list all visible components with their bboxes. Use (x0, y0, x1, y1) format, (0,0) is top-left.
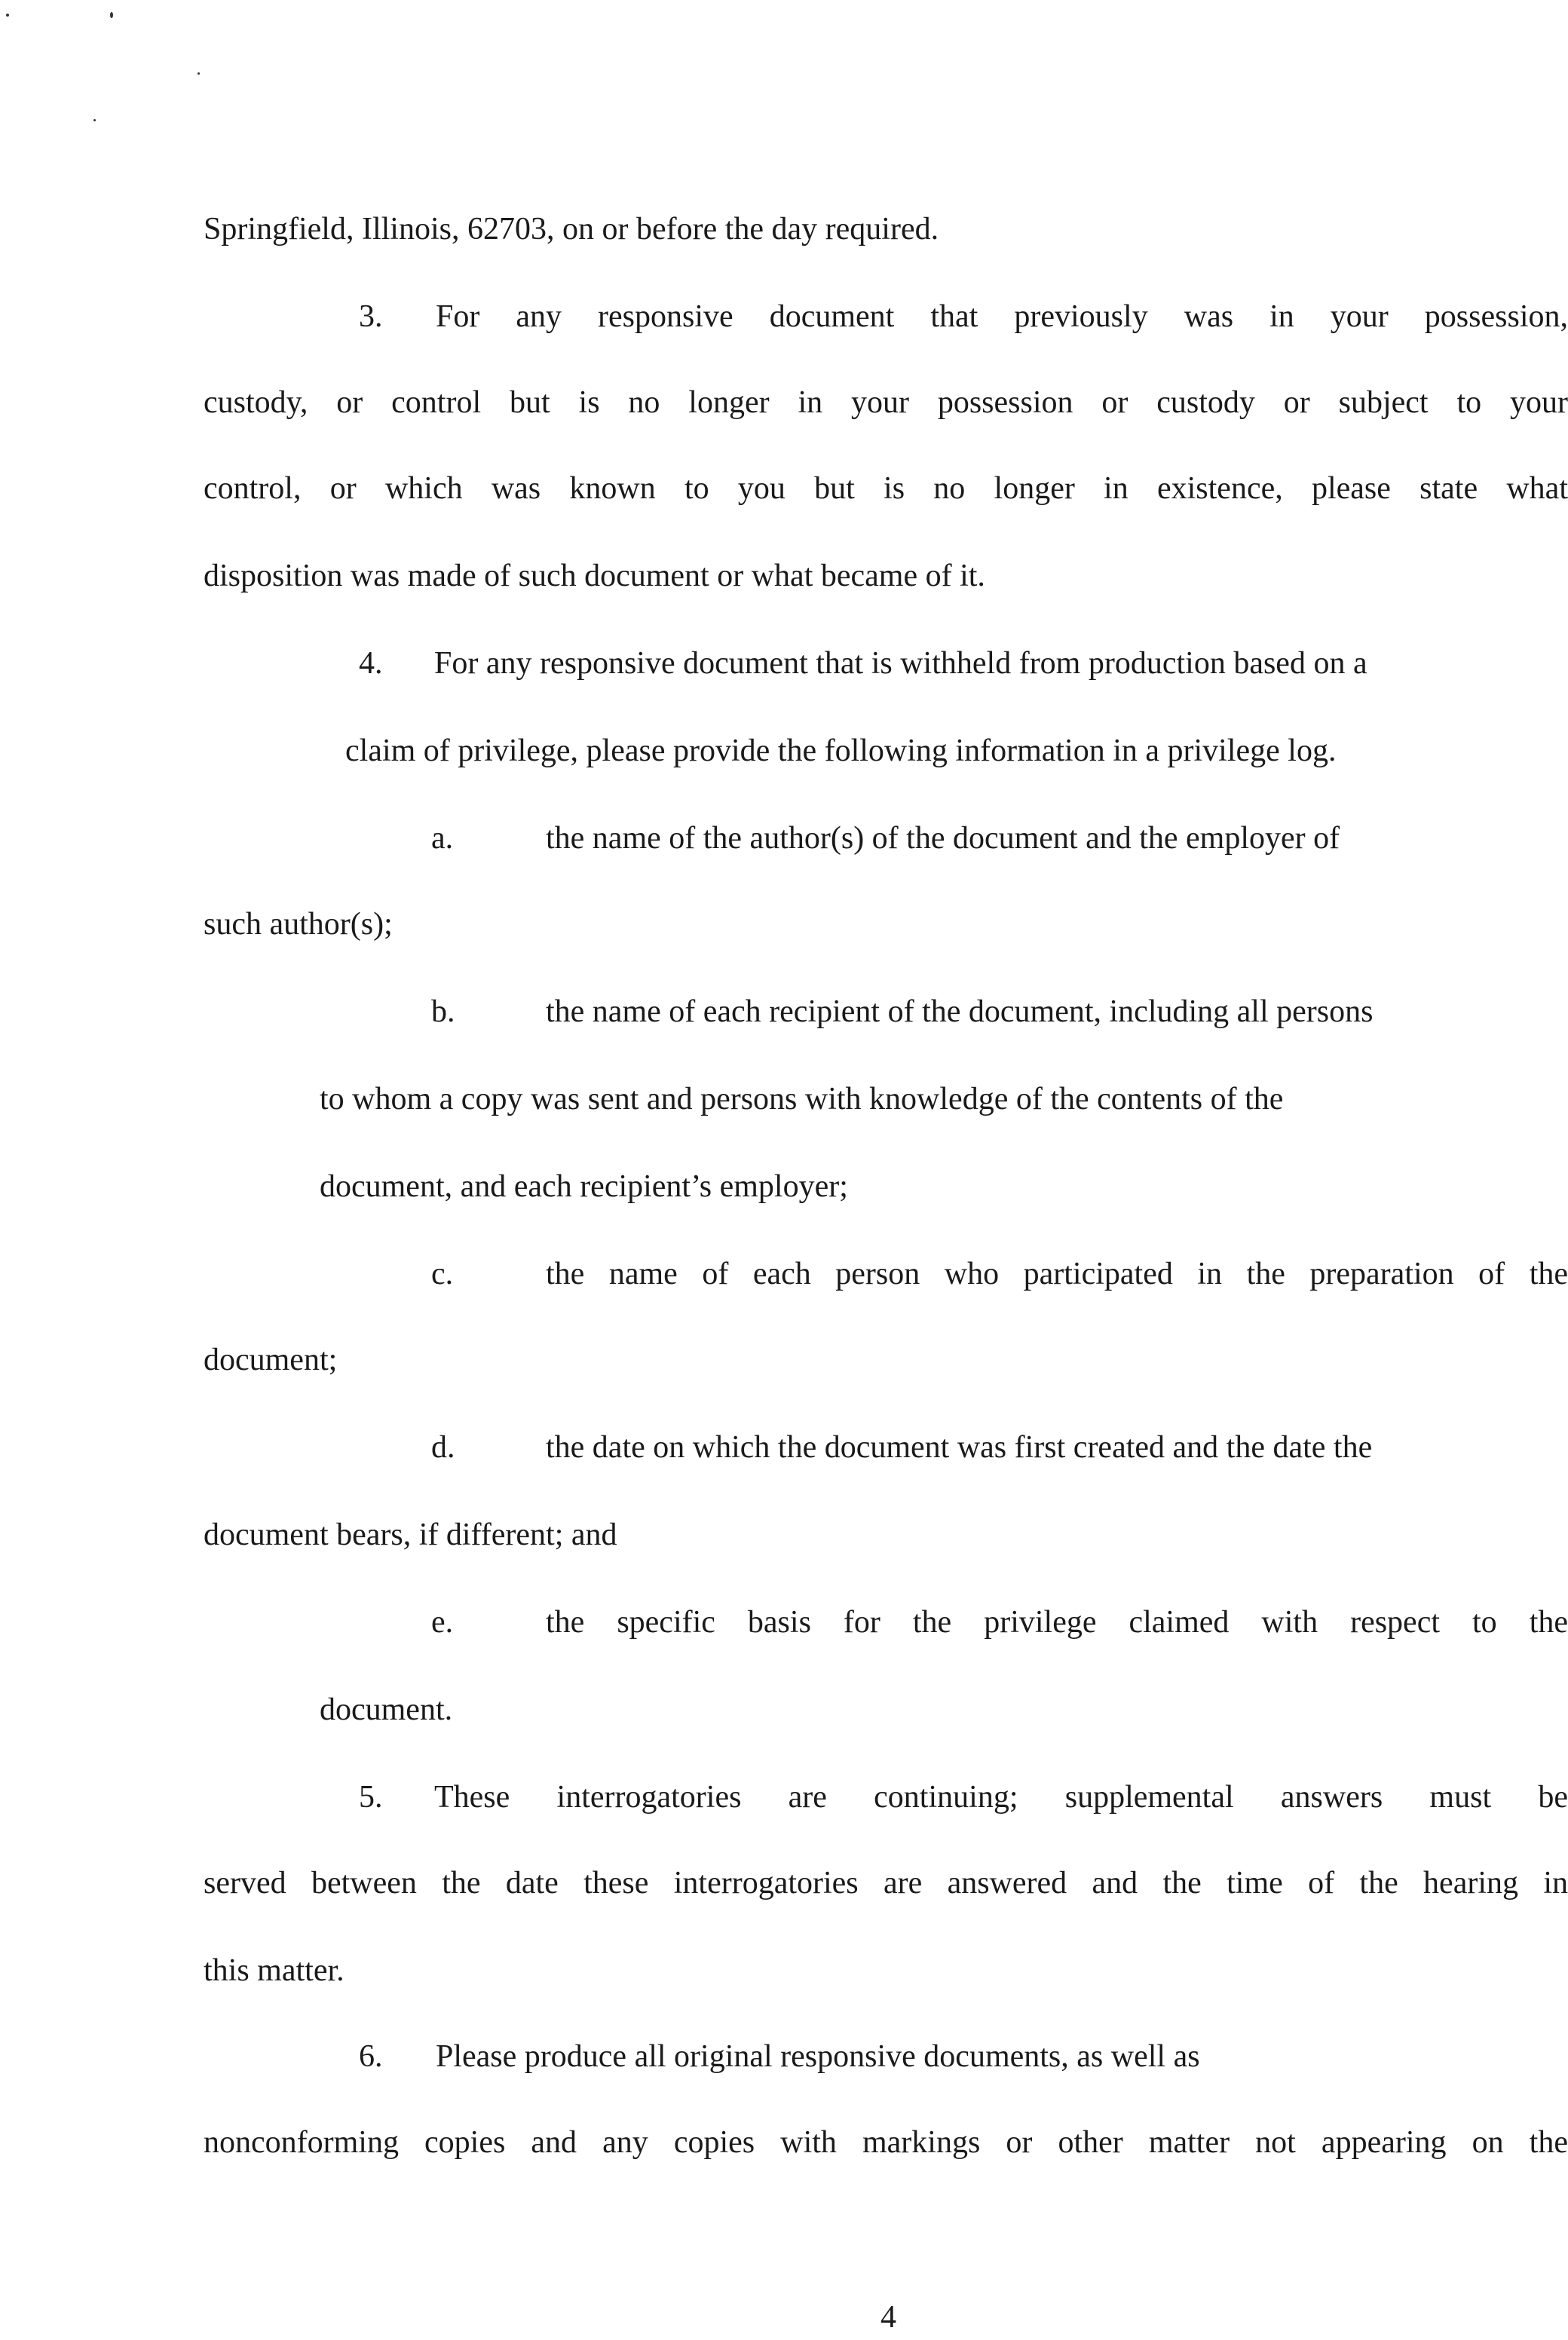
p6-line-1: Please produce all original responsive documents, as well as (436, 2039, 1200, 2074)
p4-number: 4. (359, 646, 383, 681)
item-a-line-2: such author(s); (204, 907, 393, 942)
p5-number: 5. (359, 1780, 383, 1815)
item-b-line-3: document, and each recipient’s employer; (320, 1169, 848, 1204)
item-c-label: c. (431, 1257, 454, 1291)
item-c-line-2: document; (204, 1343, 338, 1377)
p6-line-2: nonconforming copies and any copies with markings or other matter not appearing on the (204, 2125, 1568, 2160)
p5-line-1: These interrogatories are continuing; supplemental answers must be (434, 1780, 1568, 1815)
p5-line-3: this matter. (204, 1953, 345, 1988)
scan-speck (110, 12, 113, 18)
scan-speck (93, 119, 96, 121)
item-a-label: a. (431, 821, 454, 856)
p3-line-1: For any responsive document that previously was in your possession, (436, 299, 1568, 334)
item-d-line-1: the date on which the document was first created and the date the (546, 1430, 1373, 1465)
p4-line-1: For any responsive document that is withheld from production based on a (434, 646, 1367, 681)
item-c-line-1: the name of each person who participated in the preparation of the (546, 1257, 1568, 1291)
item-e-line-1: the specific basis for the privilege claimed with respect to the (546, 1605, 1568, 1640)
p3-number: 3. (359, 299, 383, 334)
item-a-line-1: the name of the author(s) of the document and the employer of (546, 821, 1340, 856)
item-b-line-1: the name of each recipient of the document, including all persons (546, 994, 1374, 1029)
item-b-label: b. (431, 994, 455, 1029)
p6-number: 6. (359, 2039, 383, 2074)
p3-line-3: control, or which was known to you but is no longer in existence, please state what (204, 471, 1568, 506)
scan-speck (198, 72, 200, 75)
item-d-line-2: document bears, if different; and (204, 1518, 617, 1552)
p5-line-2: served between the date these interrogatories are answered and the time of the hearing in (204, 1866, 1568, 1900)
item-d-label: d. (431, 1430, 455, 1465)
intro-line: Springfield, Illinois, 62703, on or before the day required. (204, 212, 939, 247)
scan-speck (6, 14, 9, 17)
item-e-line-2: document. (320, 1692, 453, 1727)
page-number: 4 (880, 2300, 896, 2335)
p4-line-2: claim of privilege, please provide the following information in a privilege log. (345, 734, 1337, 768)
p3-line-2: custody, or control but is no longer in your possession or custody or subject to your (204, 385, 1568, 420)
p3-line-4: disposition was made of such document or what became of it. (204, 559, 985, 593)
item-e-label: e. (431, 1605, 454, 1640)
item-b-line-2: to whom a copy was sent and persons with knowledge of the contents of the (320, 1082, 1284, 1116)
